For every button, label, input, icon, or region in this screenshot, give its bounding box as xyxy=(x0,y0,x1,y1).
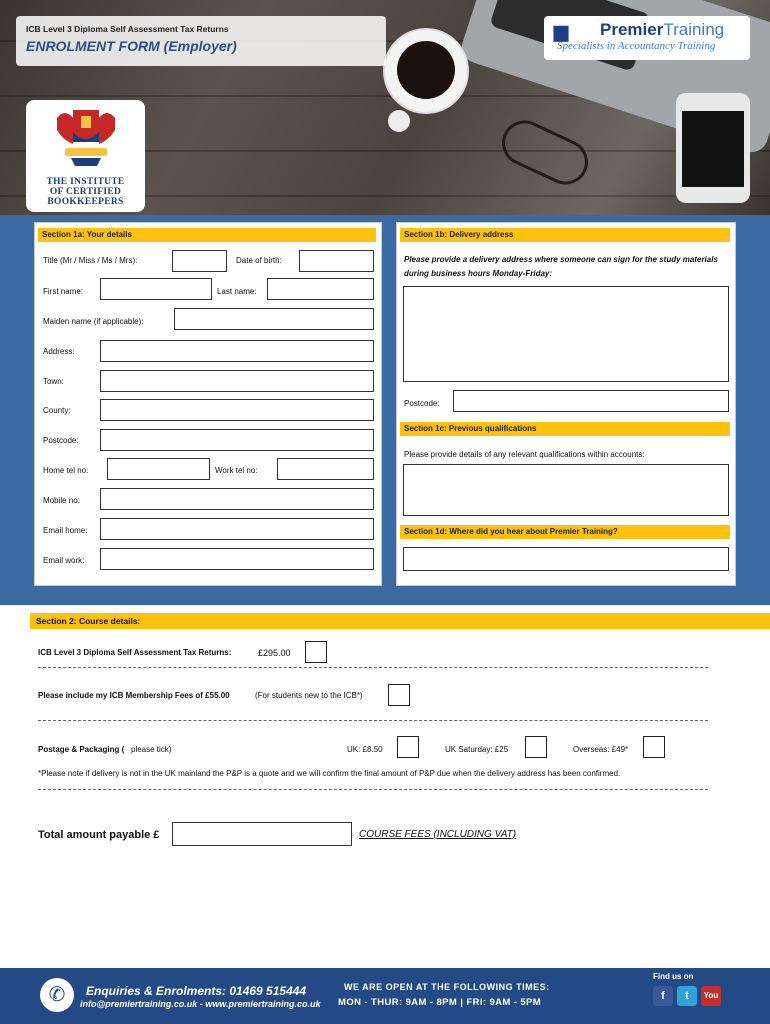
dob-field[interactable] xyxy=(299,250,374,272)
coffee-image xyxy=(397,41,455,99)
phone-icon: ✆ xyxy=(40,978,74,1012)
section-2-heading: Section 2: Course details: xyxy=(30,613,770,629)
membership-label: Please include my ICB Membership Fees of £55.00 xyxy=(38,691,230,700)
last-name-label: Last name: xyxy=(217,287,257,296)
phone-screen-image xyxy=(682,111,744,187)
total-field[interactable] xyxy=(172,822,352,846)
header-banner xyxy=(0,0,770,215)
address-field[interactable] xyxy=(100,340,374,362)
course-fees-note: COURSE FEES (INCLUDING VAT) xyxy=(359,829,517,840)
delivery-note: Please provide a delivery address where someone can sign for the study materials during business hours Monday-Friday: xyxy=(404,255,718,278)
brand-tagline: Specialists in Accountancy Training xyxy=(557,40,716,52)
last-name-field[interactable] xyxy=(267,278,374,300)
twitter-icon[interactable]: t xyxy=(677,986,697,1006)
contact-text: info@premiertraining.co.uk - www.premiertraining.co.uk xyxy=(80,999,321,1009)
work-tel-field[interactable] xyxy=(277,458,374,480)
mobile-field[interactable] xyxy=(100,488,374,510)
icb-line-1: THE INSTITUTE xyxy=(46,177,125,187)
brand-name xyxy=(600,20,724,40)
postage-label: Postage & Packaging ( xyxy=(38,745,125,754)
delivery-postcode-label: Postcode: xyxy=(404,399,440,408)
first-name-label: First name: xyxy=(43,287,84,296)
section-1c-heading: Section 1c: Previous qualifications xyxy=(400,422,730,436)
first-name-field[interactable] xyxy=(100,278,212,300)
brand-name-part2: Training xyxy=(663,20,725,39)
divider xyxy=(38,720,708,721)
postcode-label: Postcode: xyxy=(43,436,79,445)
section-1d-heading: Section 1d: Where did you hear about Premier Training? xyxy=(400,525,730,539)
email-work-label: Email work: xyxy=(43,556,85,565)
course-price: £295.00 xyxy=(258,648,291,658)
overseas-checkbox[interactable] xyxy=(643,736,665,758)
maiden-name-label: Maiden name (if applicable): xyxy=(43,317,144,326)
section-1b-heading: Section 1b: Delivery address xyxy=(400,228,730,242)
membership-note: (For students new to the ICB*) xyxy=(255,691,363,700)
home-tel-label: Home tel no: xyxy=(43,466,89,475)
divider xyxy=(38,667,708,668)
course-checkbox[interactable] xyxy=(305,641,327,663)
youtube-icon[interactable]: You xyxy=(701,986,721,1006)
mobile-label: Mobile no: xyxy=(43,496,80,505)
divider xyxy=(38,789,708,790)
total-label: Total amount payable £ xyxy=(38,829,160,841)
town-label: Town: xyxy=(43,377,64,386)
cup-handle-image xyxy=(388,110,410,132)
delivery-postcode-field[interactable] xyxy=(453,390,729,412)
heard-about-field[interactable] xyxy=(403,547,729,571)
glasses-image xyxy=(495,113,596,192)
qualifications-field[interactable] xyxy=(403,464,729,516)
email-home-field[interactable] xyxy=(100,518,374,540)
town-field[interactable] xyxy=(100,370,374,392)
find-us-label: Find us on xyxy=(653,972,694,981)
enquiries-text: Enquiries & Enrolments: 01469 515444 xyxy=(86,984,307,998)
icb-line-3: BOOKKEEPERS xyxy=(47,197,124,207)
title-field[interactable] xyxy=(172,250,227,272)
dob-label: Date of birth: xyxy=(236,256,282,265)
uk-postage-label: UK: £8.50 xyxy=(347,745,383,754)
county-label: County: xyxy=(43,406,71,415)
course-label: ICB Level 3 Diploma Self Assessment Tax Returns: xyxy=(38,648,232,657)
uk-saturday-label: UK Saturday: £25 xyxy=(445,745,509,754)
delivery-address-field[interactable] xyxy=(403,286,729,382)
icb-line-2: OF CERTIFIED xyxy=(49,187,122,197)
opening-title: WE ARE OPEN AT THE FOLLOWING TIMES: xyxy=(344,982,550,992)
delivery-footnote: *Please note if delivery is not in the UK mainland the P&P is a quote and we will confirm the final amount of P&P due when the delivery address has been confirmed. xyxy=(38,769,621,778)
county-field[interactable] xyxy=(100,399,374,421)
facebook-icon[interactable]: f xyxy=(653,986,673,1006)
opening-hours: MON - THUR: 9AM - 8PM | FRI: 9AM - 5PM xyxy=(338,997,542,1008)
uk-saturday-checkbox[interactable] xyxy=(525,736,547,758)
home-tel-field[interactable] xyxy=(107,458,210,480)
brand-name-part1: Premier xyxy=(600,20,664,39)
overseas-label: Overseas: £49* xyxy=(573,745,629,754)
postcode-field[interactable] xyxy=(100,429,374,451)
uk-postage-checkbox[interactable] xyxy=(397,736,419,758)
email-work-field[interactable] xyxy=(100,548,374,570)
qualifications-note: Please provide details of any relevant qualifications within accounts: xyxy=(404,450,645,459)
title-box xyxy=(16,16,386,66)
icb-crest-icon xyxy=(51,104,121,172)
work-tel-label: Work tel no: xyxy=(215,466,258,475)
section-1a-heading: Section 1a: Your details xyxy=(38,228,376,242)
postage-note: please tick) xyxy=(131,745,172,754)
book-icon: ▮▮ xyxy=(552,22,567,44)
form-title: ENROLMENT FORM (Employer) xyxy=(26,38,237,54)
email-home-label: Email home: xyxy=(43,526,88,535)
address-label: Address: xyxy=(43,347,75,356)
membership-checkbox[interactable] xyxy=(388,684,410,706)
icb-logo xyxy=(26,100,145,212)
maiden-name-field[interactable] xyxy=(174,308,374,330)
title-label: Title (Mr / Miss / Ms / Mrs): xyxy=(43,256,138,265)
course-title: ICB Level 3 Diploma Self Assessment Tax Returns xyxy=(26,24,229,34)
